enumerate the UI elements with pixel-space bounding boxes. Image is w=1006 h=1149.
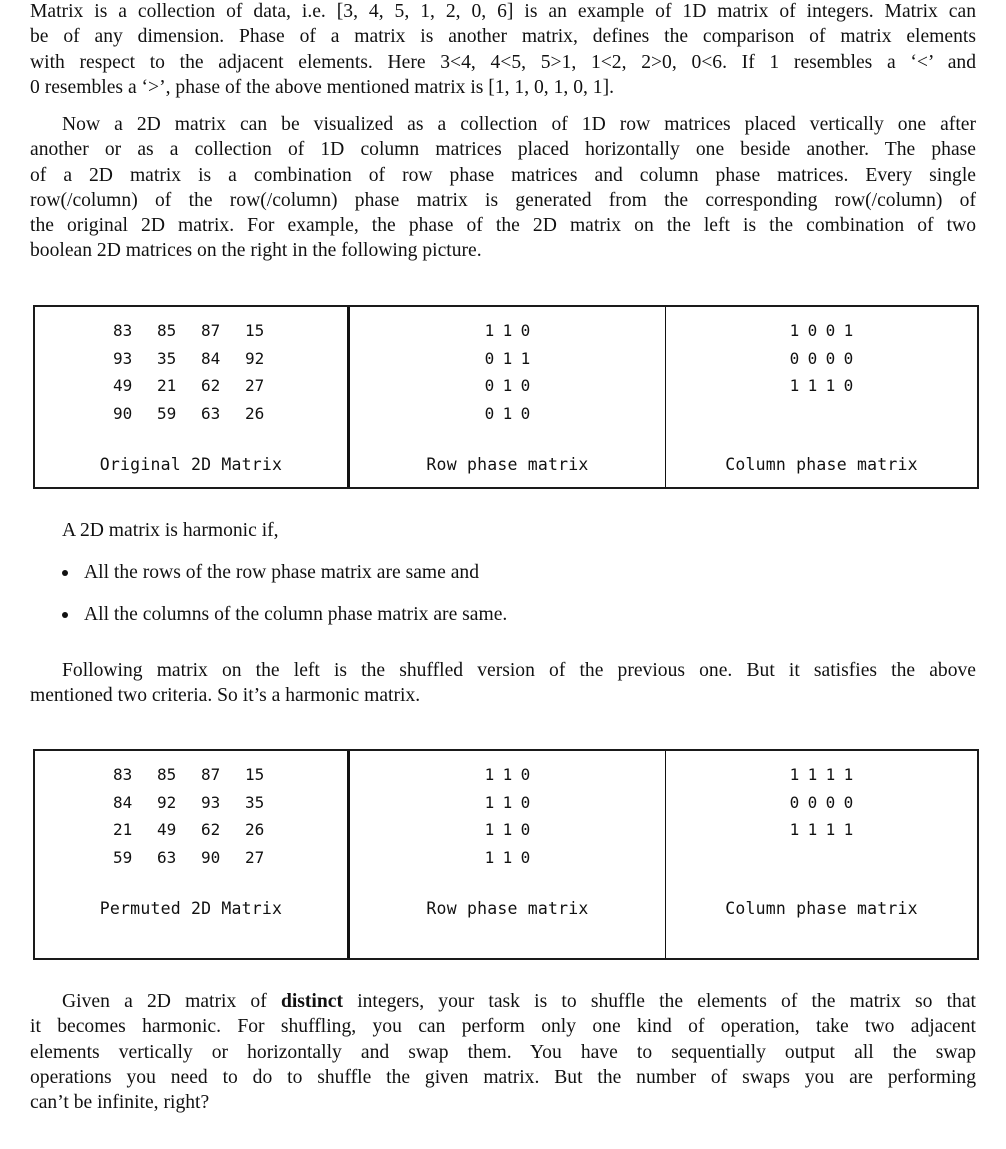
matrix-cell: 0 — [825, 348, 836, 368]
matrix-row — [350, 844, 665, 872]
matrix-cell: 0 — [484, 403, 495, 423]
matrix-cell: 1 — [807, 765, 818, 784]
matrix-row — [35, 400, 347, 428]
matrix-cell: 1 — [484, 847, 495, 867]
matrix-cell: 1 — [825, 765, 836, 784]
text-line: mentioned two criteria. So it’s a harmonic matrix. — [30, 685, 421, 707]
matrix-cell: 1 — [484, 321, 495, 340]
matrix-cell: 1 — [502, 765, 513, 784]
figure-original-matrix — [33, 305, 979, 489]
matrix-cell: 0 — [825, 321, 836, 340]
matrix-cell: 62 — [201, 820, 221, 839]
row-phase-panel — [350, 751, 666, 958]
matrix-row — [350, 761, 665, 789]
permuted-matrix-grid — [35, 761, 347, 871]
text-line: Matrix is a collection of data, i.e. [3, 4, 5, 1, 2, 0, 6] is an example of 1D matrix of integers. Matrix can — [30, 1, 976, 22]
matrix-cell: 93 — [113, 348, 133, 368]
matrix-cell: 83 — [113, 321, 133, 340]
text-line: be of any dimension. Phase of a matrix is another matrix, defines the comparison of matrix elements — [30, 26, 976, 48]
figure-caption: Row phase matrix — [426, 455, 589, 474]
matrix-cell: 0 — [520, 820, 531, 839]
text-line: A 2D matrix is harmonic if, — [62, 520, 279, 541]
permuted-matrix-panel — [35, 751, 350, 958]
harmonic-intro — [62, 518, 662, 543]
original-matrix-panel — [35, 307, 350, 487]
matrix-row — [35, 789, 347, 817]
row-phase-panel — [350, 307, 666, 487]
matrix-cell: 62 — [201, 376, 221, 395]
matrix-row — [350, 372, 665, 400]
matrix-cell: 35 — [245, 792, 265, 812]
matrix-cell: 1 — [502, 348, 513, 368]
list-item — [60, 602, 507, 627]
text-line: can’t be infinite, right? — [30, 1092, 210, 1114]
figure-caption: Row phase matrix — [426, 899, 589, 918]
text-line: boolean 2D matrices on the right in the following picture. — [30, 240, 482, 262]
matrix-row — [35, 372, 347, 400]
matrix-cell: 1 — [484, 792, 495, 812]
matrix-cell: 1 — [789, 376, 800, 395]
matrix-cell: 0 — [843, 792, 854, 812]
matrix-cell: 21 — [157, 376, 177, 395]
emphasis-distinct: distinct — [280, 991, 343, 1012]
original-matrix-grid — [35, 317, 347, 427]
matrix-cell: 1 — [843, 765, 854, 784]
task-paragraph — [30, 989, 976, 1115]
matrix-cell: 1 — [502, 376, 513, 395]
shuffled-paragraph — [30, 658, 976, 709]
matrix-cell: 1 — [789, 820, 800, 839]
matrix-row — [350, 345, 665, 373]
matrix-cell: 0 — [484, 348, 495, 368]
text-line: Now a 2D matrix can be visualized as a collection of 1D row matrices placed vertically one after — [62, 114, 976, 135]
matrix-cell: 1 — [825, 376, 836, 395]
matrix-cell: 59 — [113, 847, 133, 867]
figure-caption: Column phase matrix — [725, 455, 918, 474]
matrix-cell: 1 — [502, 847, 513, 867]
column-phase-grid — [666, 761, 977, 844]
matrix-cell: 15 — [245, 765, 265, 784]
matrix-cell: 26 — [245, 403, 265, 423]
matrix-cell: 63 — [201, 403, 221, 423]
matrix-cell: 90 — [113, 403, 133, 423]
list-item-text: All the columns of the column phase matrix are same. — [84, 604, 508, 625]
matrix-cell: 0 — [789, 792, 800, 812]
text-line: the original 2D matrix. For example, the phase of the 2D matrix on the left is the combination of two — [30, 215, 976, 237]
column-phase-grid — [666, 317, 977, 400]
matrix-cell: 35 — [157, 348, 177, 368]
matrix-cell: 0 — [807, 792, 818, 812]
bullet-icon — [62, 612, 68, 618]
matrix-cell: 93 — [201, 792, 221, 812]
text-line: of a 2D matrix is a combination of row phase matrices and column phase matrices. Every single — [30, 164, 976, 186]
matrix-cell: 1 — [789, 765, 800, 784]
matrix-cell: 84 — [113, 792, 133, 812]
matrix-cell: 0 — [807, 321, 818, 340]
matrix-row — [666, 372, 977, 400]
matrix-cell: 1 — [502, 321, 513, 340]
matrix-cell: 1 — [843, 820, 854, 839]
harmonic-criteria-list — [60, 560, 507, 627]
matrix-cell: 0 — [520, 847, 531, 867]
matrix-cell: 84 — [201, 348, 221, 368]
matrix-row — [666, 761, 977, 789]
text-line: another or as a collection of 1D column matrices placed horizontally one beside another. The phase — [30, 139, 976, 161]
phase-2d-paragraph — [30, 112, 976, 264]
matrix-cell: 1 — [825, 820, 836, 839]
matrix-row — [666, 317, 977, 345]
column-phase-panel — [666, 307, 977, 487]
matrix-cell: 92 — [157, 792, 177, 812]
matrix-cell: 15 — [245, 321, 265, 340]
matrix-cell: 0 — [843, 348, 854, 368]
row-phase-grid — [350, 761, 665, 871]
matrix-cell: 1 — [502, 820, 513, 839]
matrix-cell: 87 — [201, 321, 221, 340]
matrix-cell: 1 — [520, 348, 531, 368]
matrix-row — [350, 400, 665, 428]
matrix-row — [350, 816, 665, 844]
matrix-cell: 1 — [502, 403, 513, 423]
matrix-cell: 1 — [807, 820, 818, 839]
matrix-cell: 63 — [157, 847, 177, 867]
matrix-cell: 27 — [245, 376, 265, 395]
text-line: elements vertically or horizontally and swap them. You have to sequentially output all the swap — [30, 1041, 976, 1063]
bullet-icon — [62, 570, 68, 576]
matrix-cell: 0 — [807, 348, 818, 368]
matrix-cell: 1 — [484, 820, 495, 839]
matrix-cell: 1 — [502, 792, 513, 812]
matrix-row — [350, 317, 665, 345]
figure-caption: Permuted 2D Matrix — [99, 899, 283, 918]
matrix-cell: 0 — [520, 321, 531, 340]
matrix-cell: 0 — [520, 403, 531, 423]
matrix-row — [35, 317, 347, 345]
matrix-cell: 83 — [113, 765, 133, 784]
matrix-cell: 0 — [825, 792, 836, 812]
matrix-cell: 0 — [843, 376, 854, 395]
matrix-cell: 26 — [245, 820, 265, 839]
matrix-row — [666, 816, 977, 844]
matrix-cell: 59 — [157, 403, 177, 423]
text-line: operations you need to do to shuffle the given matrix. But the number of swaps you are performing — [30, 1066, 976, 1088]
matrix-cell: 21 — [113, 820, 133, 839]
intro-paragraph — [30, 0, 976, 100]
matrix-cell: 0 — [789, 348, 800, 368]
column-phase-panel — [666, 751, 977, 958]
text-line: row(/column) of the row(/column) phase matrix is generated from the corresponding row(/column) of — [30, 189, 976, 211]
matrix-cell: 1 — [789, 321, 800, 340]
matrix-cell: 1 — [843, 321, 854, 340]
text-line: with respect to the adjacent elements. Here 3<4, 4<5, 5>1, 1<2, 2>0, 0<6. If 1 resembles a ‘<’ and — [30, 51, 976, 73]
matrix-cell: 90 — [201, 847, 221, 867]
matrix-cell: 49 — [157, 820, 177, 839]
matrix-cell: 85 — [157, 321, 177, 340]
matrix-row — [35, 761, 347, 789]
matrix-row — [666, 345, 977, 373]
matrix-row — [666, 789, 977, 817]
text-line — [30, 989, 976, 1014]
list-item — [60, 560, 507, 585]
text-span: integers, your task is to shuffle the elements of the matrix so that — [343, 991, 976, 1012]
matrix-row — [35, 345, 347, 373]
text-line: Following matrix on the left is the shuffled version of the previous one. But it satisfies the above — [62, 660, 976, 681]
figure-caption: Column phase matrix — [725, 899, 918, 918]
matrix-cell: 1 — [484, 765, 495, 784]
text-span: Given a 2D matrix of — [62, 991, 281, 1012]
figure-caption: Original 2D Matrix — [99, 455, 283, 474]
text-line: it becomes harmonic. For shuffling, you can perform only one kind of operation, take two adjacent — [30, 1016, 976, 1038]
matrix-row — [350, 789, 665, 817]
matrix-cell: 85 — [157, 765, 177, 784]
matrix-row — [35, 816, 347, 844]
matrix-cell: 0 — [520, 765, 531, 784]
matrix-cell: 49 — [113, 376, 133, 395]
matrix-row — [35, 844, 347, 872]
figure-permuted-matrix — [33, 749, 979, 960]
list-item-text: All the rows of the row phase matrix are same and — [84, 562, 480, 583]
matrix-cell: 0 — [484, 376, 495, 395]
matrix-cell: 92 — [245, 348, 265, 368]
matrix-cell: 0 — [520, 376, 531, 395]
matrix-cell: 1 — [807, 376, 818, 395]
row-phase-grid — [350, 317, 665, 427]
matrix-cell: 87 — [201, 765, 221, 784]
text-line: 0 resembles a ‘>’, phase of the above mentioned matrix is [1, 1, 0, 1, 0, 1]. — [30, 76, 615, 98]
matrix-cell: 0 — [520, 792, 531, 812]
matrix-cell: 27 — [245, 847, 265, 867]
